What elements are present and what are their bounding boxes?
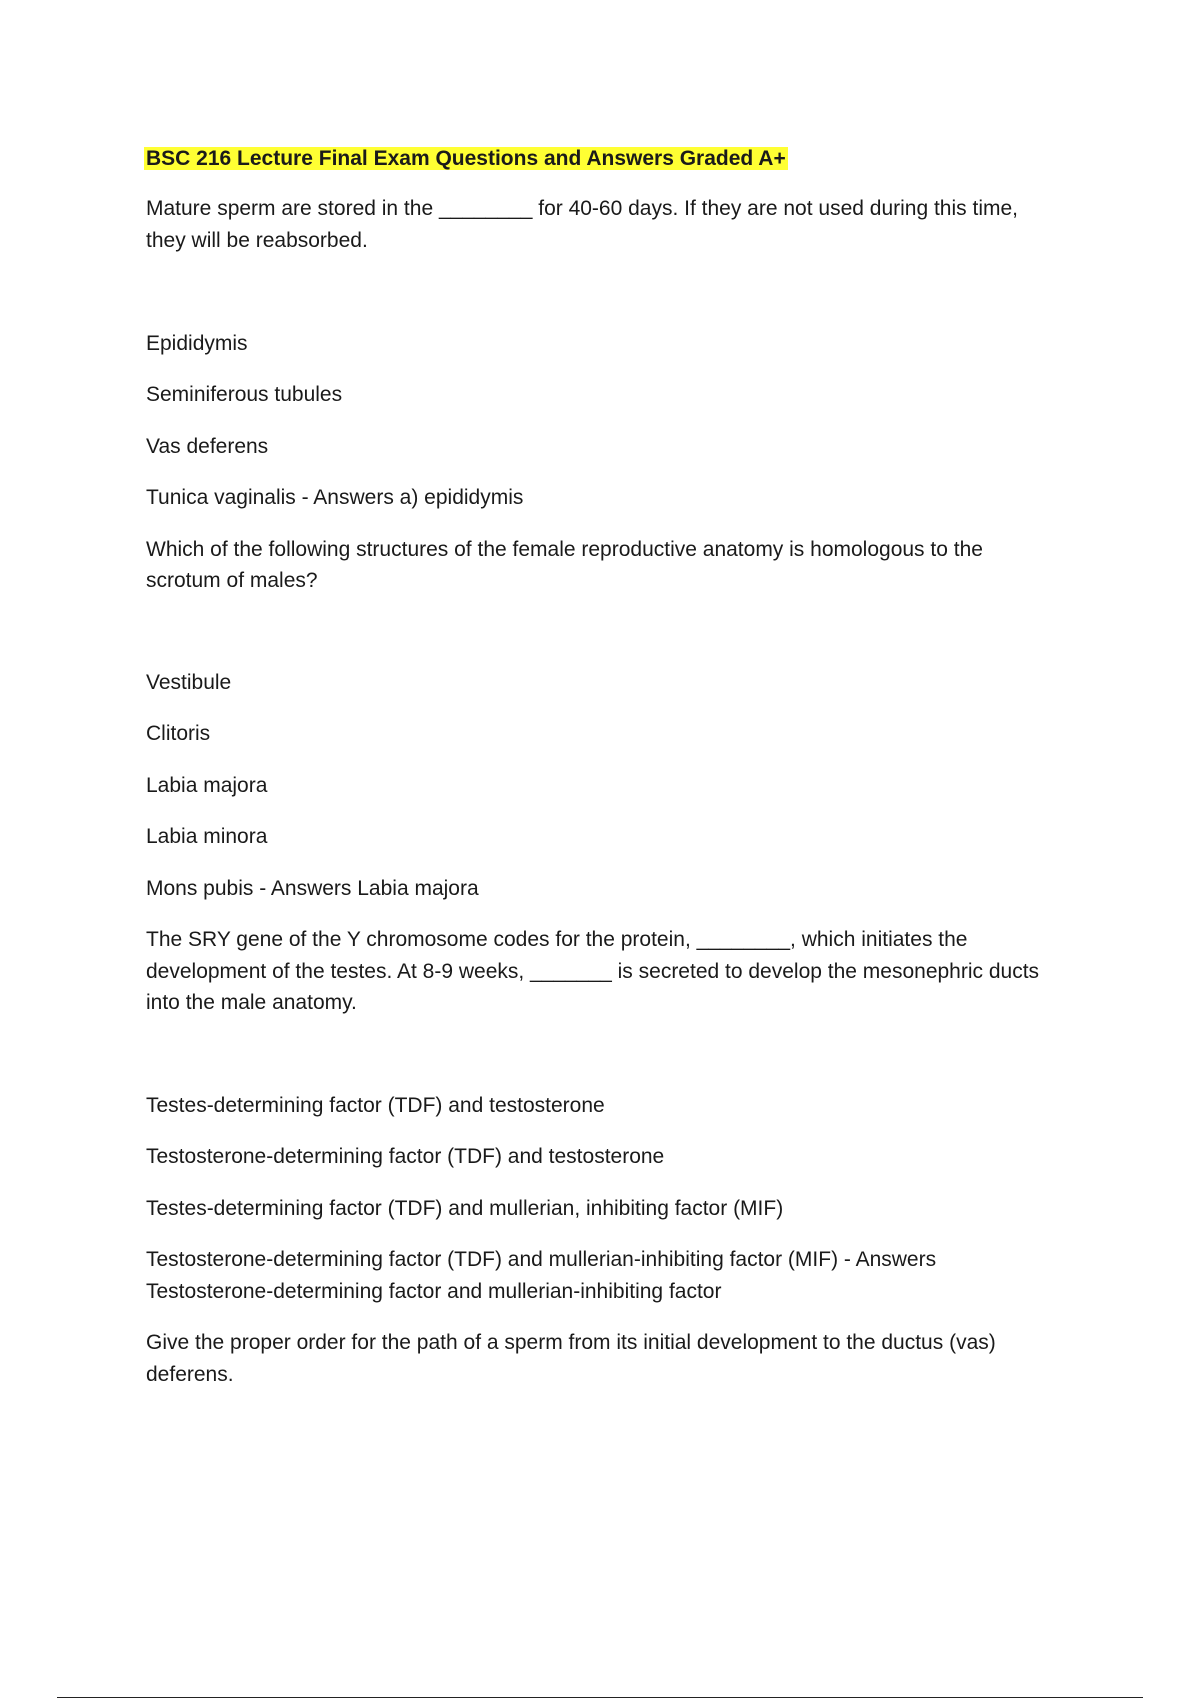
question-1-text-line-2: they will be reabsorbed.: [146, 229, 368, 252]
footer-divider: [57, 1697, 1143, 1698]
question-3-option-c: Testes-determining factor (TDF) and mullerian, inhibiting factor (MIF): [146, 1197, 784, 1220]
question-4-text-line-2: deferens.: [146, 1363, 234, 1386]
question-1-option-d-answer: Tunica vaginalis - Answers a) epididymis: [146, 486, 524, 509]
question-1-option-b: Seminiferous tubules: [146, 383, 343, 406]
question-3-text-line-3: into the male anatomy.: [146, 991, 357, 1014]
question-3-text-line-2: development of the testes. At 8-9 weeks, _______ is secreted to develop the mesonephric ducts: [146, 960, 1040, 983]
question-3-option-b: Testosterone-determining factor (TDF) and testosterone: [146, 1145, 665, 1168]
question-2-option-d: Labia minora: [146, 825, 268, 848]
question-1-option-a: Epididymis: [146, 332, 248, 355]
question-3-option-d-line-2: Testosterone-determining factor and mullerian-inhibiting factor: [146, 1280, 722, 1303]
question-3-option-d-line-1: Testosterone-determining factor (TDF) and mullerian-inhibiting factor (MIF) - Answers: [146, 1248, 937, 1271]
title-highlight: BSC 216 Lecture Final Exam Questions and Answers Graded A+: [146, 147, 786, 170]
question-2-option-a: Vestibule: [146, 671, 232, 694]
question-2-option-e-answer: Mons pubis - Answers Labia majora: [146, 877, 479, 900]
question-2-option-b: Clitoris: [146, 722, 211, 745]
question-1-option-c: Vas deferens: [146, 435, 269, 458]
question-3-option-a: Testes-determining factor (TDF) and testosterone: [146, 1094, 605, 1117]
question-2-text-line-2: scrotum of males?: [146, 569, 318, 592]
question-1-text-line-1: Mature sperm are stored in the ________ for 40-60 days. If they are not used during this time,: [146, 197, 1018, 220]
question-2-option-c: Labia majora: [146, 774, 268, 797]
question-2-text-line-1: Which of the following structures of the female reproductive anatomy is homologous to the: [146, 538, 983, 561]
question-3-text-line-1: The SRY gene of the Y chromosome codes for the protein, ________, which initiates the: [146, 928, 968, 951]
question-4-text-line-1: Give the proper order for the path of a sperm from its initial development to the ductus (vas): [146, 1331, 996, 1354]
document-title: [146, 143, 788, 175]
